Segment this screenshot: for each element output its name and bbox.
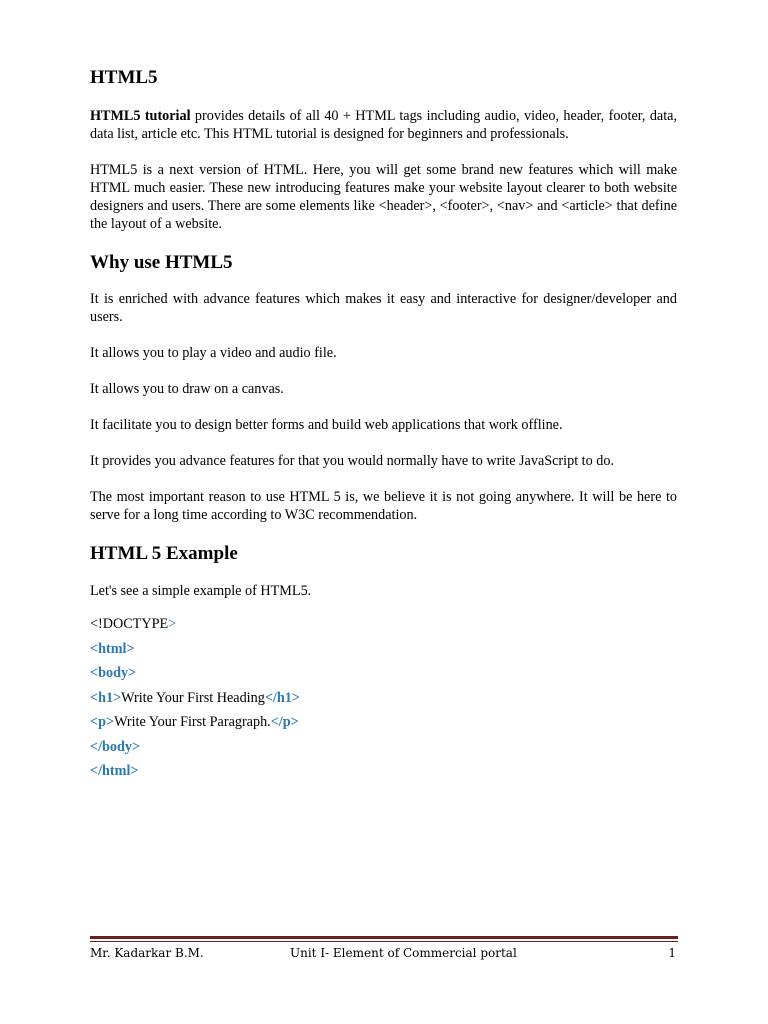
footer-page-number: 1 bbox=[668, 946, 676, 960]
code-line-html-open bbox=[90, 637, 677, 662]
code-line-h1 bbox=[90, 686, 677, 711]
code-line-html-close bbox=[90, 759, 677, 784]
why-paragraph-1: It is enriched with advance features which makes it easy and interactive for designer/developer and users. bbox=[90, 291, 677, 325]
code-body-close-tag: </body> bbox=[90, 738, 141, 755]
code-line-body-open bbox=[90, 661, 677, 686]
code-html-close-tag: </html> bbox=[90, 763, 139, 779]
footer-unit-title: Unit I- Element of Commercial portal bbox=[290, 946, 517, 960]
why-paragraph-4: It facilitate you to design better forms and build web applications that work offline. bbox=[90, 417, 563, 433]
html5-description-paragraph: HTML5 is a next version of HTML. Here, you will get some brand new features which will make HTML much easier. These new introducing features make your website layout clearer to both website designers and users. There are some elements like <header>, <footer>, <nav> and <article> that define the layout of a website. bbox=[90, 162, 677, 232]
why-paragraph-6: The most important reason to use HTML 5 is, we believe it is not going anywhere. It will be here to serve for a long time according to W3C recommendation. bbox=[90, 489, 677, 523]
code-line-doctype bbox=[90, 612, 677, 637]
example-intro: Let's see a simple example of HTML5. bbox=[90, 583, 312, 599]
code-example bbox=[90, 612, 677, 784]
code-html-open-tag: <html> bbox=[90, 640, 135, 657]
footer-author: Mr. Kadarkar B.M. bbox=[90, 946, 204, 960]
code-doctype-close: > bbox=[168, 616, 177, 632]
code-p-open-tag: <p> bbox=[90, 714, 115, 730]
heading-html5: HTML5 bbox=[90, 67, 158, 88]
why-paragraph-5: It provides you advance features for that you would normally have to write JavaScript to do. bbox=[90, 453, 615, 469]
footer-divider-thin bbox=[90, 941, 678, 942]
document-body bbox=[90, 66, 677, 784]
code-p-text: Write Your First Paragraph. bbox=[114, 714, 271, 730]
intro-paragraph bbox=[90, 107, 677, 143]
why-paragraph-2: It allows you to play a video and audio file. bbox=[90, 345, 337, 361]
heading-html5-example: HTML 5 Example bbox=[90, 543, 238, 564]
intro-text: provides details of all 40 + HTML tags including audio, video, header, footer, data, data list, article etc. This HTML tutorial is designed for beginners and professionals. bbox=[90, 108, 678, 142]
code-doctype-text: <!DOCTYPE bbox=[90, 616, 169, 632]
code-h1-open-tag: <h1> bbox=[90, 689, 122, 706]
code-h1-close-tag: </h1> bbox=[264, 689, 300, 706]
intro-bold-lead: HTML5 tutorial bbox=[90, 108, 191, 124]
code-p-close-tag: </p> bbox=[270, 714, 299, 730]
code-line-p bbox=[90, 710, 677, 735]
page-footer bbox=[90, 944, 678, 962]
code-line-body-close bbox=[90, 735, 677, 760]
heading-why-use-html5: Why use HTML5 bbox=[90, 252, 233, 273]
code-body-open-tag: <body> bbox=[90, 665, 137, 681]
why-paragraph-3: It allows you to draw on a canvas. bbox=[90, 381, 284, 397]
code-h1-text: Write Your First Heading bbox=[121, 689, 265, 706]
footer-divider-thick bbox=[90, 936, 678, 939]
